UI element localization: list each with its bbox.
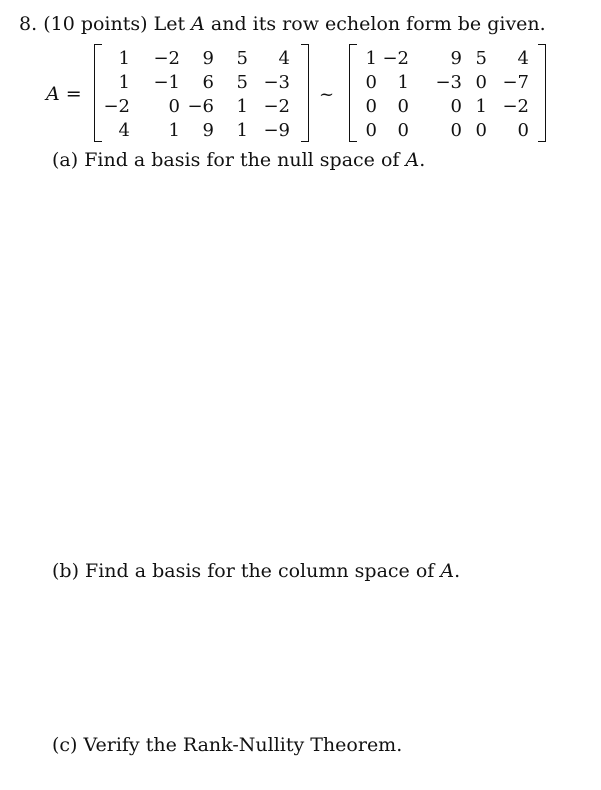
matrix-ref-cell: 0 bbox=[365, 120, 377, 141]
matrix-ref-cell: 4 bbox=[517, 48, 529, 69]
matrix-a-cell: 9 bbox=[202, 120, 214, 141]
matrix-ref-cell: 0 bbox=[517, 120, 529, 141]
matrix-a-cell: −6 bbox=[187, 96, 214, 117]
matrix-ref-cell: 0 bbox=[450, 120, 462, 141]
matrix-a-cell: 1 bbox=[118, 48, 130, 69]
matrix-a-right-bracket bbox=[301, 44, 309, 142]
matrix-ref-cell: 0 bbox=[365, 72, 377, 93]
part-a-end: . bbox=[419, 149, 426, 171]
matrix-ref-cell: −3 bbox=[435, 72, 462, 93]
part-b bbox=[52, 562, 460, 581]
part-a bbox=[52, 151, 425, 170]
matrix-a-cell: −2 bbox=[153, 48, 180, 69]
matrix-a-cell: 1 bbox=[236, 96, 248, 117]
matrix-a-cell: 1 bbox=[236, 120, 248, 141]
problem-points: (10 points) bbox=[43, 13, 148, 35]
matrix-ref-cell: 0 bbox=[397, 120, 409, 141]
matrix-variable: A bbox=[191, 13, 205, 35]
matrix-ref-cell: 5 bbox=[475, 48, 487, 69]
matrix-ref-cell: 9 bbox=[450, 48, 462, 69]
matrix-a-cell: −2 bbox=[103, 96, 130, 117]
matrix-a-cell: −2 bbox=[263, 96, 290, 117]
matrix-ref-cell: 1 bbox=[397, 72, 409, 93]
matrix-ref-cell: −2 bbox=[502, 96, 529, 117]
matrix-ref-cell: 0 bbox=[475, 72, 487, 93]
matrix-label bbox=[46, 85, 82, 104]
matrix-ref-cell: 0 bbox=[450, 96, 462, 117]
matrix-a-cell: 9 bbox=[202, 48, 214, 69]
part-a-label: (a) bbox=[52, 149, 79, 171]
problem-intro-before: Let bbox=[153, 13, 186, 35]
matrix-a-cell: −9 bbox=[263, 120, 290, 141]
part-c-text: Verify the Rank-Nullity Theorem. bbox=[83, 734, 403, 756]
matrix-ref-cell: 0 bbox=[397, 96, 409, 117]
problem-header bbox=[19, 15, 546, 34]
part-c bbox=[52, 736, 402, 755]
matrix-ref-cell: 0 bbox=[365, 96, 377, 117]
matrix-ref-cell: −7 bbox=[502, 72, 529, 93]
matrix-a-cell: 1 bbox=[168, 120, 180, 141]
matrix-ref-cell: 1 bbox=[475, 96, 487, 117]
matrix-ref-right-bracket bbox=[538, 44, 546, 142]
part-c-label: (c) bbox=[52, 734, 78, 756]
row-equivalence-symbol: ~ bbox=[319, 84, 335, 105]
part-a-var: A bbox=[405, 149, 420, 171]
part-b-label: (b) bbox=[52, 560, 79, 582]
matrix-a-cell: 0 bbox=[168, 96, 180, 117]
matrix-ref-cell: −2 bbox=[382, 48, 409, 69]
matrix-a-cell: 5 bbox=[236, 72, 248, 93]
part-b-text: Find a basis for the column space of bbox=[85, 560, 435, 582]
matrix-a-cell: 1 bbox=[118, 72, 130, 93]
matrix-label-text: A = bbox=[46, 83, 82, 105]
matrix-a-cell: 4 bbox=[118, 120, 130, 141]
matrix-a-cell: 5 bbox=[236, 48, 248, 69]
problem-number: 8. bbox=[19, 13, 38, 35]
matrix-ref-cell: 0 bbox=[475, 120, 487, 141]
part-b-var: A bbox=[440, 560, 455, 582]
part-b-end: . bbox=[454, 560, 461, 582]
problem-intro-after: and its row echelon form be given. bbox=[210, 13, 546, 35]
matrix-a-cell: −3 bbox=[263, 72, 290, 93]
matrix-a-cell: 6 bbox=[202, 72, 214, 93]
part-a-text: Find a basis for the null space of bbox=[84, 149, 400, 171]
matrix-a-cell: −1 bbox=[153, 72, 180, 93]
matrix-a-cell: 4 bbox=[278, 48, 290, 69]
matrix-ref-cell: 1 bbox=[365, 48, 377, 69]
